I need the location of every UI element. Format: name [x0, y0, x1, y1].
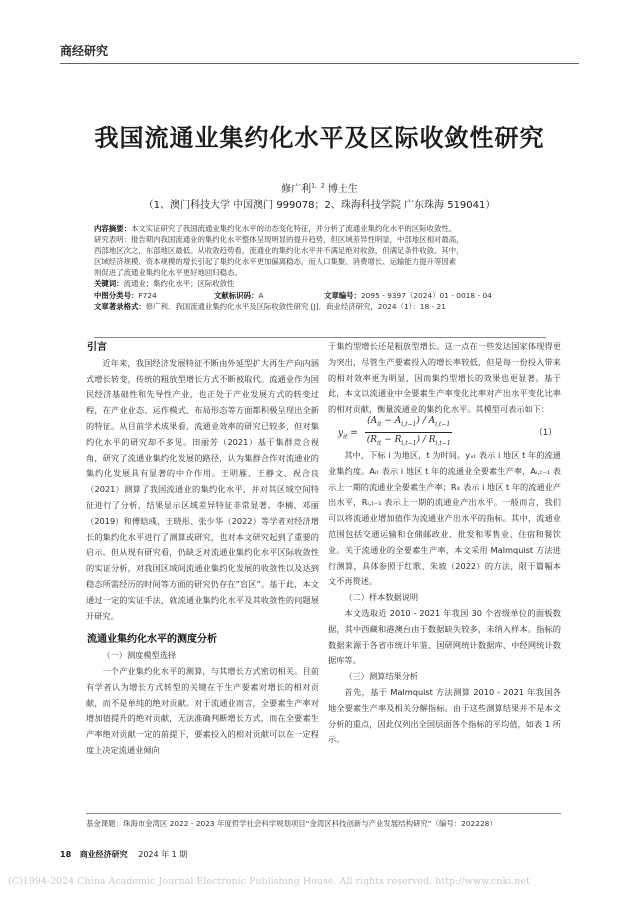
intro-paragraph: 近年来，我国经济发展特征不断由外延型扩大再生产向内涵式增长转变，传统的粗放型增长方式不断被取代。流通业作为国民经济基础性和先导性产业，也正处于产业发展方式的转变过程，在产业业态、运作模式、布局形态等方面都积极呈现出全新的特征。从目前学术成果看，流通业效率的研究已较多，但对集约化水平的研究却不多见。田丽芳（2021）基于集群竞合视角，研究了流通业集约化发展的路径，认为集群合作对流通业的集约化发展具有显著的中介作用。王明雁、王静文、祝合良（2021）测算了我国流通业的集约化水平，并对其区域空间特征进行了分析，结果显示区域差异特征非常显著。李楠、邓丽（2019）和傅晗彧、王晓彤、张少华（2022）等学者对经济增长的集约化水平进行了测算或研究，也对本文研究起到了重要的启示。但从现有研究看，仍缺乏对流通业集约化水平区际收敛性的实证分析，对我国区域间流通业集约化发展的收敛性以及达到稳态所需经历的时间等方面的研究仍存在“盲区”。基于此，本文通过一定的实证手法，就流通业集约化水平及其收敛性的问题展开研究。 — [86, 357, 319, 621]
clc-value: F724 — [138, 290, 157, 300]
author-line — [60, 180, 579, 195]
equation-formula: $y_{it}$ = $\frac{(A_{it} - A_{i,t-1}) / A_{i,t-1}}{(R_{it} - R_{i,t-1}) / R_{i,t-1}}$ — [338, 415, 451, 448]
funding-rule — [86, 813, 561, 814]
equation-number: （1） — [533, 427, 557, 438]
citation-text: 修广利．我国流通业集约化水平及区际收敛性研究 [J]．商业经济研究，2024（1）：18 - 21 — [145, 301, 446, 311]
author-affiliation: （1、澳门科技大学 中国澳门 999078；2、珠海科技学院 广东珠海 519041） — [143, 200, 496, 211]
abstract-line-1: 研究表明：报告期内我国流通业的集约化水平整体呈现明显的提升趋势，但区域差异性明显，中部地区相对最高， — [94, 235, 464, 245]
abstract-block — [94, 223, 546, 312]
funding-note: 基金课题：珠海市金湾区 2022 - 2023 年度哲学社会科学规划项目“金湾区科技创新与产业发展结构研究”（编号：202228） — [86, 819, 497, 828]
article-no-label: 文章编号： — [324, 290, 361, 300]
left-column — [86, 339, 319, 759]
equation-1 — [328, 415, 561, 448]
keywords-line — [94, 278, 546, 289]
section-paragraph: 一个产业集约化水平的测算，与其增长方式密切相关。目前有学者认为增长方式转型的关键在于生产要素对增长的相对贡献，而不是单纯的绝对贡献。对于流通业而言，全要素生产率对增加值提升的绝对贡献，无法准确判断增长方式，而在全要素生产率绝对贡献一定的前提下，要素投入的相对贡献可以在一定程度上决定流通业倾向 — [86, 665, 319, 755]
subheading-sample: （二）样本数据说明 — [344, 592, 419, 603]
abstract-line-4: 则促进了流通业集约化水平更好地回归稳态。 — [94, 268, 242, 278]
abstract-label: 内容摘要： — [94, 224, 131, 233]
keywords-label: 关键词： — [94, 279, 124, 289]
right-paragraph-2: 其中，下标 i 为地区，t 为时间。yₓₜ 表示 i 地区 t 年的流通业集约度。Aᵢₜ 表示 i 地区 t 年的流通业全要素生产率，Aᵢ,ₜ₋₁ 表示上一期的流通业全要素生产率；Rᵢₜ 表示 i 地区 t 年的流通业产出水平，Rᵢ,ₜ₋₁ 表示上一期的流通业产出水平。一般而言，我们可以将流通业增加值作为流通业产出水平的指标。其中，流通业范围包括交通运输和仓储邮政业、批发和零售业、住宿和餐饮业。关于流通业的全要素生产率，本文采用 Malmquist 方法进行测算，具体参照于红歌、朱坡（2022）的方法，限于篇幅本文不再赘述。 — [328, 449, 561, 587]
doc-value: A — [258, 290, 264, 300]
journal-name: 商业经济研究 — [79, 850, 128, 859]
abstract-line-2: 西部地区次之，东部地区最低。从收敛趋势看，流通业的集约化水平并不满足绝对收敛，但满足条件收敛。其中， — [94, 246, 464, 256]
author-sup: 1，2 — [311, 182, 325, 190]
abstract-line-0 — [94, 223, 546, 234]
article-title: 我国流通业集约化水平及区际收敛性研究 — [94, 123, 545, 152]
top-rule — [60, 63, 579, 64]
citation-line — [94, 301, 546, 312]
page-footer — [60, 849, 187, 860]
abstract-rule — [94, 337, 546, 338]
abstract-text-0: 本文实证研究了我国流通业集约化水平的动态变化特征，并分析了流通业集约化水平的区际收敛性。 — [130, 224, 457, 233]
keywords-text: 流通业；集约化水平；区际收敛性 — [123, 279, 235, 289]
right-column — [328, 339, 561, 748]
author-suffix: 博士生 — [327, 184, 358, 195]
section-label: 商经研究 — [60, 44, 109, 58]
article-no-value: 2095 - 9397（2024）01 - 0018 - 04 — [360, 290, 492, 300]
copyright-watermark: (C)1994-2024 China Academic Journal Electronic Publishing House. All rights reserved. http://www.cnki.net — [8, 876, 530, 887]
abstract-line-3: 区域经济规模、资本规模的增长引起了集约化水平更加偏离稳态，而人口集聚、消费增长、运输能力提升等因素 — [94, 257, 457, 267]
subheading-results: （三）测算结果分析 — [344, 671, 419, 682]
subheading-model: （一）测度模型选择 — [102, 650, 177, 661]
author-name: 修广利 — [281, 184, 312, 195]
intro-heading: 引言 — [87, 342, 107, 353]
classification-line — [94, 290, 546, 301]
issue-label: 2024 年 1 期 — [138, 850, 188, 859]
section-heading: 流通业集约化水平的测度分析 — [87, 634, 217, 646]
right-paragraph-4: 首先，基于 Malmquist 方法测算 2010 - 2021 年我国各地全要素生产率及相关分解指标。由于这些测算结果并不是本文分析的重点，因此仅列出全国层面各个指标的平均值，如表 1 所示。 — [328, 686, 561, 745]
right-paragraph-1: 于集约型增长还是粗放型增长。这一点在一些发达国家体现得更为突出，尽管生产要素投入的增长率较低，但是每一份投入带来的相对效率更为明显，因而集约型增长的效果也更显著。基于此，本文以流通业中全要素生产率变化比率对产出水平变化比率的相对贡献，衡量流通业的集约化水平。其模型可表示如下： — [328, 341, 561, 415]
right-paragraph-3: 本文选取近 2010 - 2021 年我国 30 个省级单位的面板数据，其中西藏和港澳台由于数据缺失较多，未纳入样本。指标的数据来源于各省市统计年鉴、国研网统计数据库、中经网统计数据库等。 — [328, 607, 561, 666]
page-number: 18 — [60, 850, 72, 859]
clc-label: 中图分类号： — [94, 290, 139, 300]
doc-label: 文献标识码： — [214, 290, 259, 300]
citation-label: 文章著录格式： — [94, 301, 146, 311]
